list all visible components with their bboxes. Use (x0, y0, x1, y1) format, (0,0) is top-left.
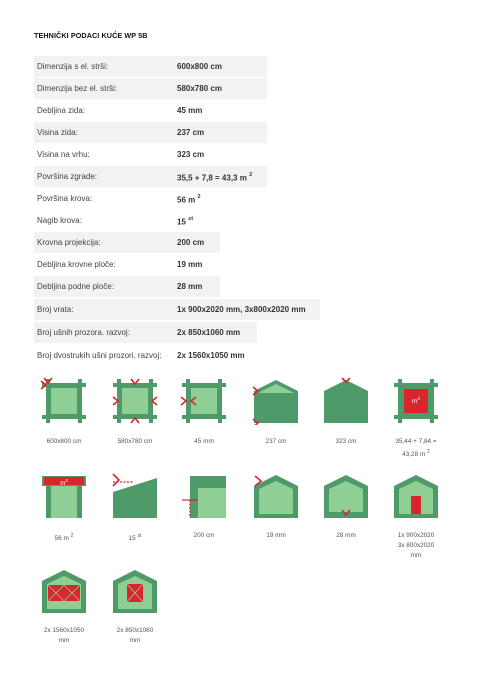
spec-row-windows (34, 322, 257, 343)
spec-row-roof-board-thickness (34, 254, 220, 275)
spec-label: Visina na vrhu: (37, 150, 90, 159)
spec-value: 19 mm (177, 260, 203, 269)
spec-label: Površina krova: (37, 194, 93, 203)
spec-value: 323 cm (177, 150, 205, 159)
spec-row-wall-thickness (34, 100, 267, 121)
spec-label: Površina zgrade: (37, 172, 98, 181)
icon-caption: 15 $^{st}$ (128, 533, 142, 543)
spec-value: 1x 900x2020 mm, 3x800x2020 mm (177, 305, 306, 314)
wall-height-icon (252, 377, 300, 425)
roof-overhang-icon (180, 472, 228, 520)
ridge-height-icon (322, 377, 370, 425)
area-badge: $m^2$ (60, 478, 68, 487)
floor-board-thickness-icon (322, 472, 370, 520)
spec-label: Krovna projekcija: (37, 238, 101, 247)
floor-plan-without-overhang-icon (111, 377, 159, 425)
spec-label: Dimenzija s el. strši: (37, 62, 109, 71)
spec-label: Visina zida: (37, 128, 78, 137)
spec-value: 2x 850x1060 mm (177, 328, 241, 337)
icon-caption: 600x800 cm (46, 438, 82, 445)
icon-caption: 2x 850x1060 mm (116, 627, 154, 644)
spec-row-building-area (34, 166, 267, 187)
icon-caption: 1x 900x2020 3x 800x2020 mm (397, 532, 435, 559)
door-icon (392, 472, 440, 520)
spec-value: 56 m $^2$ (177, 194, 201, 205)
double-window-icon (40, 567, 88, 615)
spec-label: Broj vrata: (37, 305, 74, 314)
spec-value: 237 cm (177, 128, 205, 137)
spec-value: 580x780 cm (177, 84, 222, 93)
icon-caption: 580x780 cm (117, 438, 153, 445)
icon-caption: 35,44 + 7,84 = 43,28 m $^2$ (395, 438, 437, 459)
spec-value: 45 mm (177, 106, 203, 115)
spec-row-roof-pitch (34, 210, 267, 231)
spec-row-ridge-height (34, 144, 267, 165)
wall-thickness-icon (180, 377, 228, 425)
floor-plan-with-overhang-icon (40, 377, 88, 425)
icon-caption: 19 mm (266, 532, 286, 539)
icon-caption: 56 m $^2$ (54, 533, 74, 543)
roof-board-thickness-icon (252, 472, 300, 520)
window-icon (111, 567, 159, 615)
spec-row-doors (34, 299, 320, 320)
spec-value: 28 mm (177, 282, 203, 291)
spec-value: 35,5 + 7,8 = 43,3 m $^2$ (177, 172, 253, 183)
spec-row-roof-overhang (34, 232, 220, 253)
spec-label: Dimenzija bez el. strši: (37, 84, 118, 93)
spec-label: Nagib krova: (37, 216, 82, 225)
roof-area-icon (40, 472, 88, 520)
spec-label: Debljina krovne ploče: (37, 260, 116, 269)
icon-caption: 200 cm (193, 532, 215, 539)
spec-label: Debljina zida: (37, 106, 86, 115)
spec-row-double-windows (34, 345, 267, 366)
icon-caption: 323 cm (335, 438, 357, 445)
spec-row-wall-height (34, 122, 267, 143)
spec-label: Broj ušnih prozora. razvoj: (37, 328, 130, 337)
area-badge: $m^2$ (412, 396, 420, 406)
spec-label: Broj dvostrukih ušni prozori. razvoj: (37, 351, 162, 360)
spec-row-floor-board-thickness (34, 276, 220, 297)
page-title: TEHNIČKI PODACI KUĆE WP 5B (34, 31, 148, 40)
spec-row-dimension-with-overhang (34, 56, 267, 77)
icon-caption: 28 mm (336, 532, 356, 539)
spec-value: 200 cm (177, 238, 205, 247)
spec-label: Debljina podne ploče: (37, 282, 114, 291)
spec-value: 2x 1560x1050 mm (177, 351, 245, 360)
roof-pitch-icon (111, 472, 159, 520)
spec-value: 600x800 cm (177, 62, 222, 71)
spec-value: 15 $^{st}$ (177, 216, 194, 227)
icon-caption: 237 cm (265, 438, 287, 445)
spec-row-dimension-without-overhang (34, 78, 267, 99)
icon-caption: 45 mm (194, 438, 214, 445)
spec-row-roof-area (34, 188, 267, 209)
building-area-icon (392, 377, 440, 425)
icon-caption: 2x 1560x1050 mm (43, 627, 85, 644)
